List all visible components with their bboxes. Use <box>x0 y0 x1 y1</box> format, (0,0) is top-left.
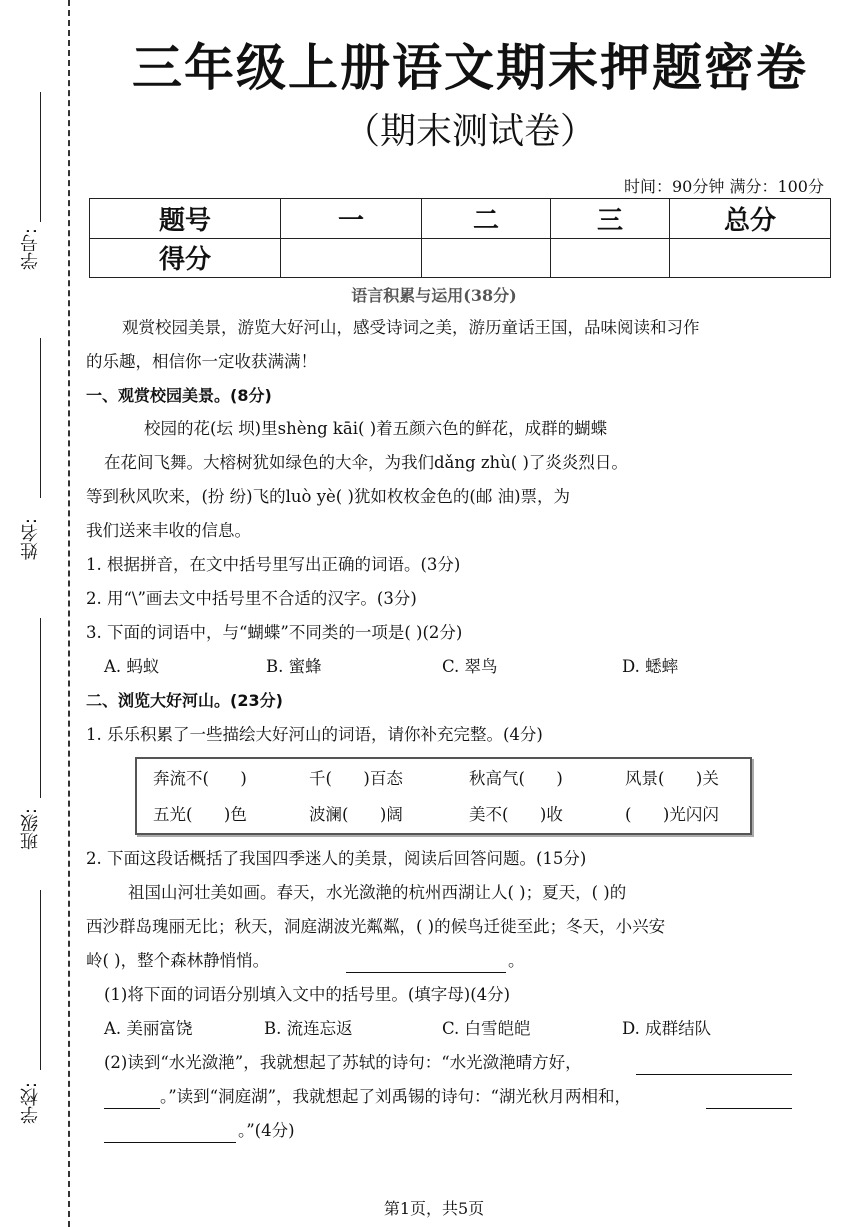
score-table-score-row <box>90 238 831 278</box>
answer-blank[interactable] <box>706 1090 792 1109</box>
score-cell: 一 <box>281 199 422 239</box>
passage-line: 等到秋风吹来，(扮 纷)飞的luò yè( )犹如枚枚金色的(邮 油)票，为 <box>86 487 571 506</box>
score-table <box>89 198 831 278</box>
idiom-item: ( )光闪闪 <box>625 805 719 824</box>
idiom-item: 秋高气( ) <box>469 769 563 788</box>
passage-line: 在花间飞舞。大榕树犹如绿色的大伞，为我们dǎng zhù( )了炎炎烈日。 <box>104 453 628 472</box>
option-c: C. 翠鸟 <box>442 657 498 676</box>
sub-question-1: (1)将下面的词语分别填入文中的括号里。(填字母)(4分) <box>104 985 511 1004</box>
passage-line: 岭( )，整个森林静悄悄。 <box>86 951 270 970</box>
exam-meta: 时间：90分钟 满分：100分 <box>624 177 824 196</box>
part2-heading: 二、浏览大好河山。(23分) <box>86 691 283 710</box>
school-label: 学校: <box>20 1082 41 1125</box>
name-label: 姓名: <box>20 518 41 561</box>
sub-question-2: (2)读到“水光潋滟”，我就想起了苏轼的诗句：“水光潋滟晴方好， <box>104 1053 582 1072</box>
option-a: A. 美丽富饶 <box>104 1019 193 1038</box>
option-a: A. 蚂蚁 <box>104 657 160 676</box>
option-d: D. 蟋蟀 <box>622 657 679 676</box>
question-1-2: 2. 用“\”画去文中括号里不合适的汉字。(3分) <box>86 589 417 608</box>
binding-dashed-line <box>68 0 70 1227</box>
score-input-cell[interactable] <box>551 238 670 278</box>
page-title: 三年级上册语文期末押题密卷 <box>132 38 808 97</box>
answer-blank[interactable] <box>104 1124 236 1143</box>
idiom-box <box>135 757 752 835</box>
score-input-cell[interactable] <box>670 238 831 278</box>
score-input-cell[interactable] <box>422 238 551 278</box>
score-cell: 得分 <box>90 238 281 278</box>
page-footer: 第1页，共5页 <box>383 1199 485 1218</box>
score-cell: 题号 <box>90 199 281 239</box>
option-d: D. 成群结队 <box>622 1019 712 1038</box>
sub-question-2-end: 。”(4分) <box>238 1121 295 1140</box>
part1-heading: 一、观赏校园美景。(8分) <box>86 386 272 405</box>
score-table-header-row <box>90 199 831 239</box>
student-id-label: 学号: <box>20 228 41 271</box>
idiom-item: 五光( )色 <box>153 805 247 824</box>
question-1-3: 3. 下面的词语中，与“蝴蝶”不同类的一项是( )(2分) <box>86 623 463 642</box>
answer-blank[interactable] <box>346 954 506 973</box>
class-line <box>40 618 41 798</box>
class-label: 班级: <box>20 808 41 851</box>
idiom-item: 风景( )关 <box>625 769 719 788</box>
option-c: C. 白雪皑皑 <box>442 1019 531 1038</box>
school-line <box>40 890 41 1070</box>
idiom-item: 奔流不( ) <box>153 769 247 788</box>
question-2-1: 1. 乐乐积累了一些描绘大好河山的词语，请你补充完整。(4分) <box>86 725 543 744</box>
option-b: B. 蜜蜂 <box>266 657 322 676</box>
passage-line: 校园的花(坛 坝)里shèng kāi( )着五颜六色的鲜花，成群的蝴蝶 <box>144 419 608 438</box>
idiom-item: 波澜( )阔 <box>309 805 403 824</box>
intro-line: 观赏校园美景，游览大好河山，感受诗词之美，游历童话王国，品味阅读和习作 <box>122 318 700 337</box>
option-b: B. 流连忘返 <box>264 1019 353 1038</box>
section-title: 语言积累与运用(38分) <box>351 286 517 305</box>
page-subtitle: （期末测试卷） <box>343 111 596 152</box>
idiom-item: 千( )百态 <box>309 769 403 788</box>
passage-line: 祖国山河壮美如画。春天，水光潋滟的杭州西湖让人( )；夏天，( )的 <box>128 883 627 902</box>
score-cell: 二 <box>422 199 551 239</box>
period: 。 <box>508 951 525 970</box>
question-2-2: 2. 下面这段话概括了我国四季迷人的美景，阅读后回答问题。(15分) <box>86 849 587 868</box>
score-cell: 三 <box>551 199 670 239</box>
intro-line: 的乐趣，相信你一定收获满满！ <box>86 352 317 371</box>
answer-blank[interactable] <box>636 1056 792 1075</box>
score-cell: 总分 <box>670 199 831 239</box>
question-1-1: 1. 根据拼音，在文中括号里写出正确的词语。(3分) <box>86 555 461 574</box>
name-line <box>40 338 41 498</box>
student-id-line <box>40 92 41 222</box>
passage-line: 我们送来丰收的信息。 <box>86 521 251 540</box>
passage-line: 西沙群岛瑰丽无比；秋天，洞庭湖波光粼粼，( )的候鸟迁徙至此；冬天，小兴安 <box>86 917 666 936</box>
score-input-cell[interactable] <box>281 238 422 278</box>
sub-question-2-cont: 。”读到“洞庭湖”，我就想起了刘禹锡的诗句：“湖光秋月两相和， <box>160 1087 631 1106</box>
answer-blank[interactable] <box>104 1090 160 1109</box>
idiom-item: 美不( )收 <box>469 805 563 824</box>
